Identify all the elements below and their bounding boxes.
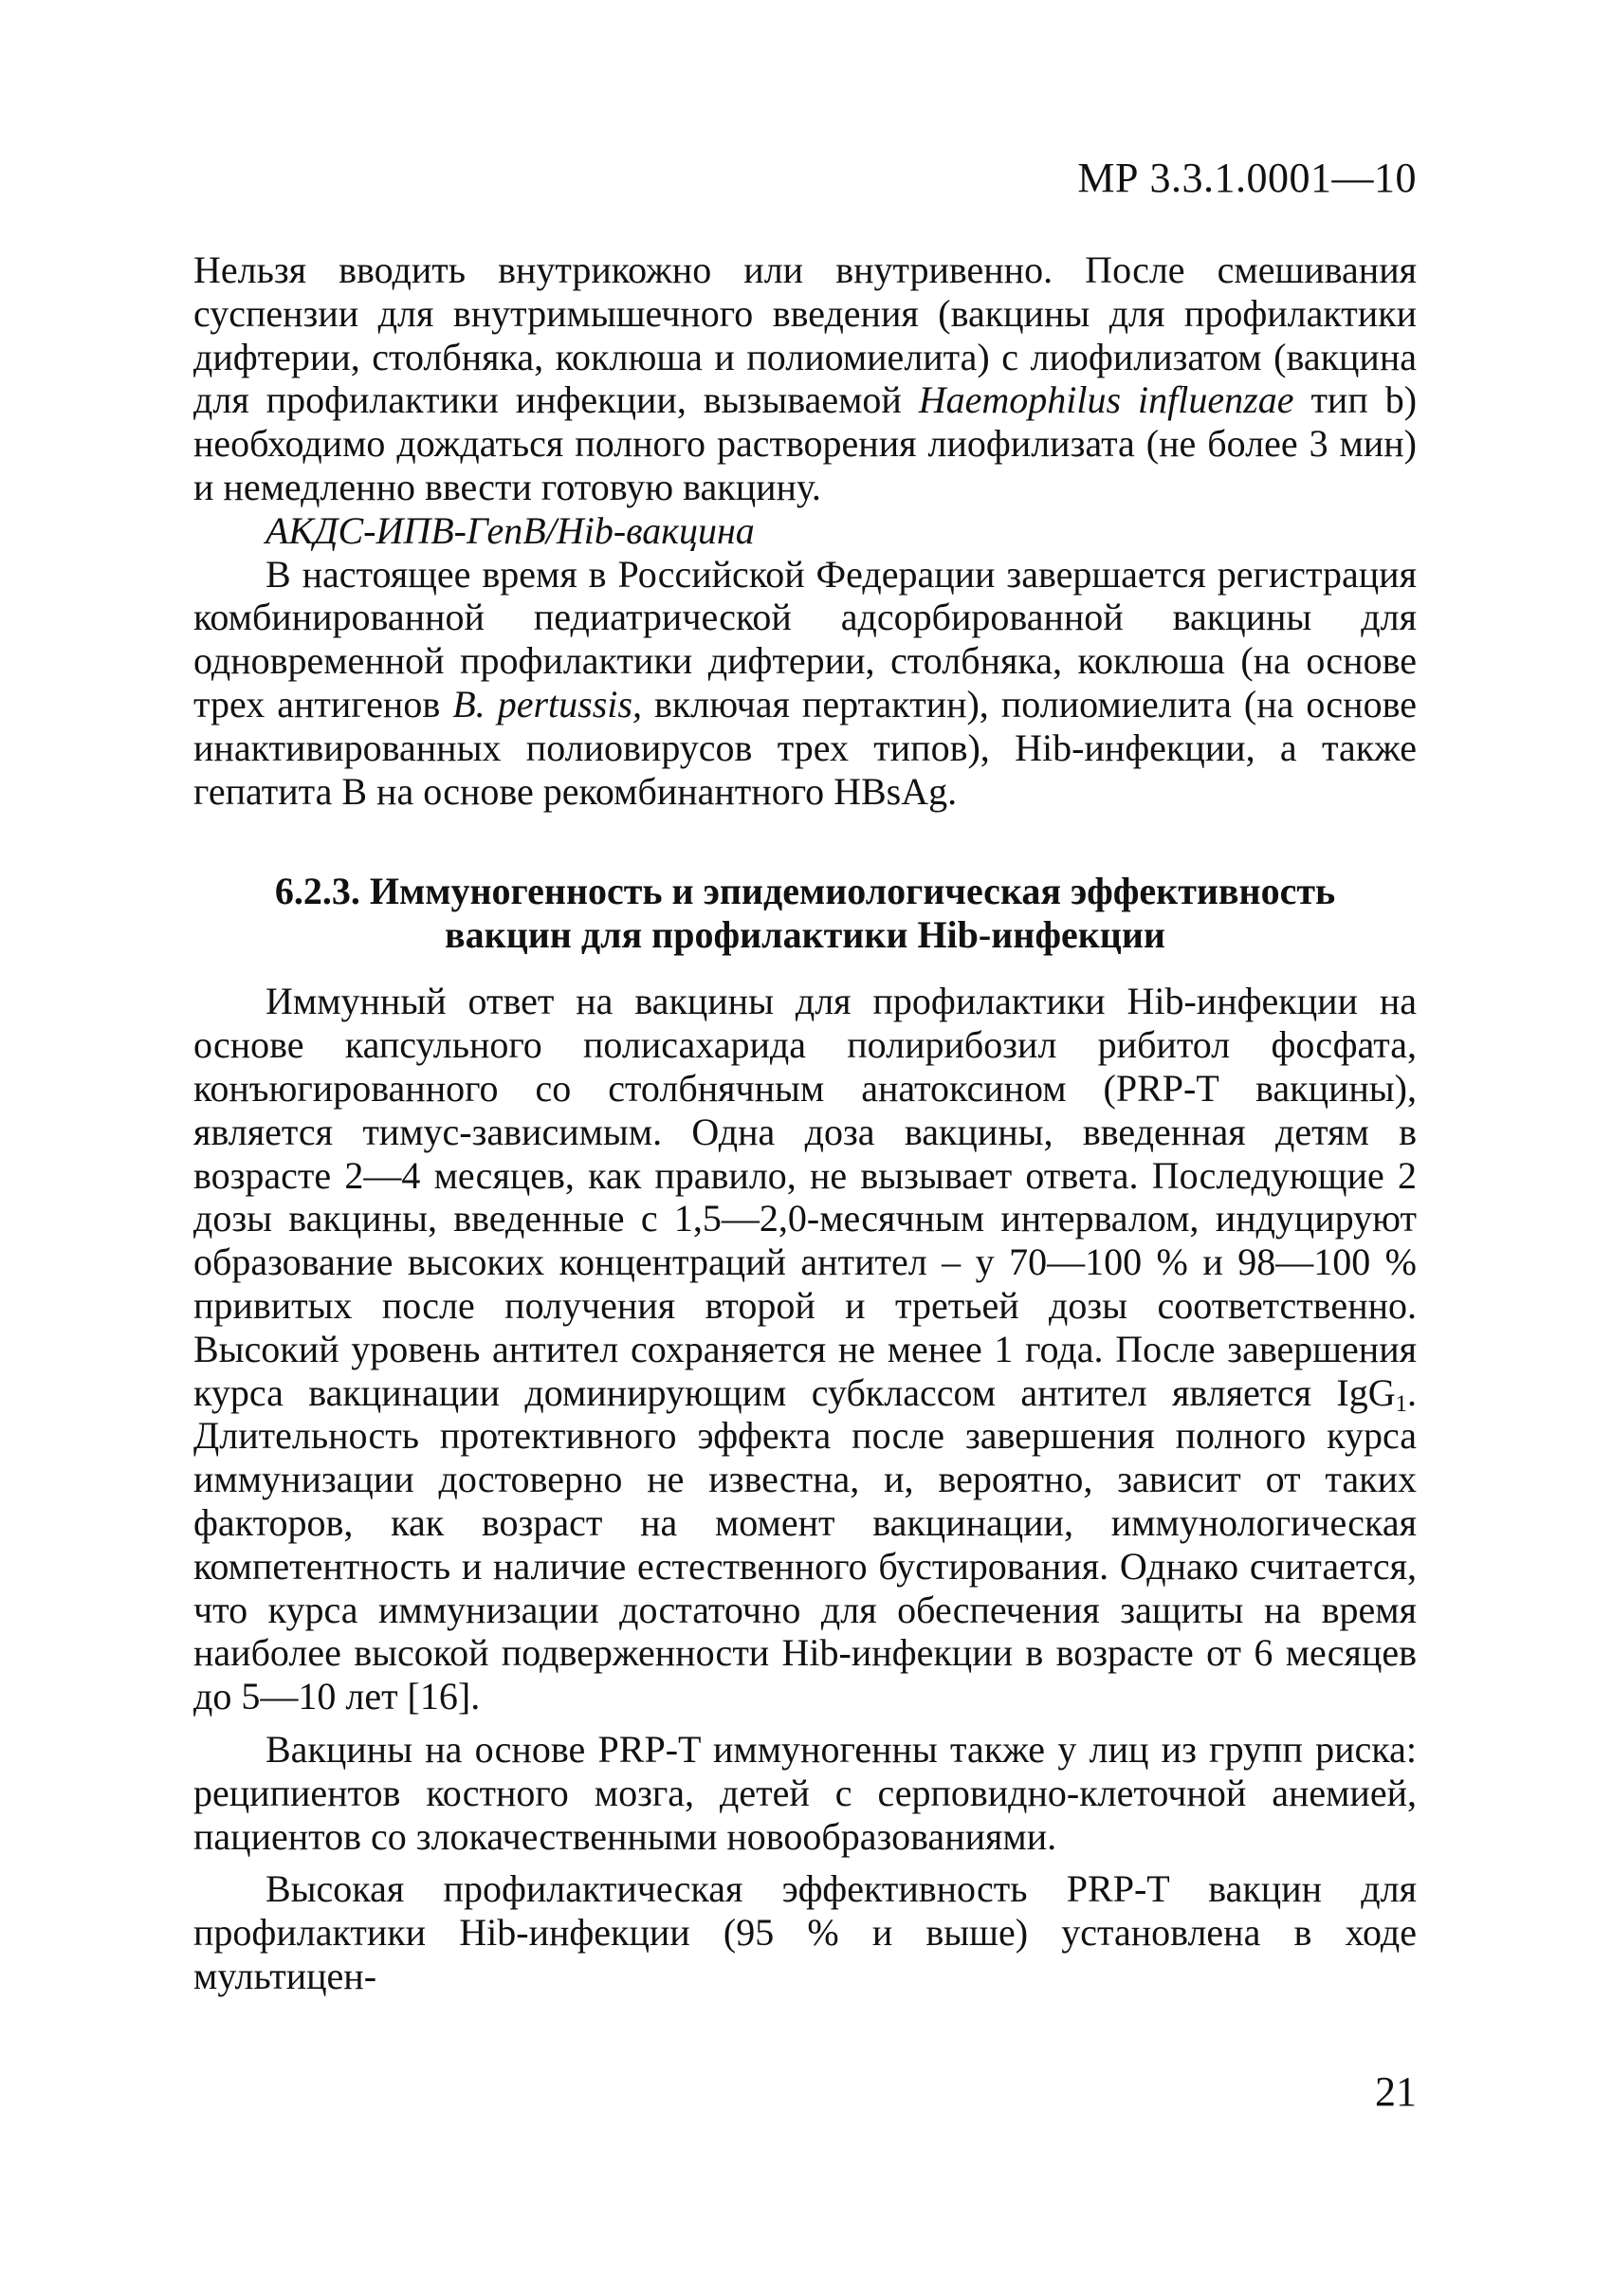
paragraph-text: . Длительность протективного эффекта после завершения полного курса иммунизации достоверно не известна, и, вероятно, зависит от таких факторов, как возраст на момент вакцинации, иммунологическая компетентность и наличие естественного бустирования. Однако считается, что курса иммунизации достаточно для обеспечения защиты на время наиболее высокой подверженности Hib-инфекции в возрасте от 6 месяцев до 5—10 лет [16]. [193,1370,1417,1718]
page-number: 21 [1375,2068,1417,2115]
paragraph-efficacy: Высокая профилактическая эффективность PRP-T вакцин для профилактики Hib-инфекции (95 % и выше) установлена в ходе мультицен- [193,1867,1417,1997]
section-heading-line: вакцин для профилактики Hib-инфекции [445,913,1165,957]
page-body [193,248,1417,1998]
paragraph-text: После смешивания суспензии для внутримышечного введения (вакцины для профилактики дифтерии, столбняка, коклюша и полиомиелита) с лиофилизатом (вакцина для профилактики инфекции, вызываемой [193,248,1417,422]
paragraph-administration [193,248,1417,509]
document-code: МР 3.3.1.0001—10 [1077,155,1417,201]
paragraph-text: Нельзя вводить внутрикожно или внутривенно. [193,248,1053,291]
italic-term: Haemophilus influenzae [918,378,1294,422]
paragraph-immune-response [193,980,1417,1718]
section-heading-line: 6.2.3. Иммуногенность и эпидемиологическая эффективность [274,870,1336,913]
paragraph-text: включая пертактин), полиомиелита (на основе инактивированных полиовирусов трех типов), Hib-инфекции, а также гепатита B на основе рекомбинантного HBsAg. [193,682,1417,813]
italic-term: B. pertussis, [452,682,642,726]
paragraph-text: тип b) необходимо дождаться полного растворения лиофилизата (не более 3 мин) и немедленно ввести готовую вакцину. [193,378,1418,508]
paragraph-registration [193,553,1417,814]
paragraph-text: Иммунный ответ на вакцины для профилактики Hib-инфекции на основе капсульного полисахарида полирибозил рибитол фосфата, конъюгированного со столбнячным анатоксином (PRP-T вакцины), является тимус-зависимым. Одна доза вакцины, введенная детям в возрасте 2—4 месяцев, как правило, не вызывает ответа. Последующие 2 дозы вакцины, введенные с 1,5—2,0-месячным интервалом, индуцируют образование высоких концентраций антител – у 70—100 % и 98—100 % привитых после получения второй и третьей дозы соответственно. Высокий уровень антител сохраняется не менее 1 года. После завершения курса вакцинации доминирующим субклассом антител является IgG [193,980,1417,1414]
paragraph-risk-groups: Вакцины на основе PRP-T иммуногенны также у лиц из групп риска: реципиентов костного мозга, детей с серповидно-клеточной анемией, пациентов со злокачественными новообразованиями. [193,1727,1417,1858]
section-heading [193,870,1417,957]
subheading-vaccine: АКДС-ИПВ-ГепВ/Hib-вакцина [266,508,755,552]
subscript: 1 [1395,1390,1407,1417]
paragraph-text: В настоящее время в Российской Федерации завершается регистрация комбинированной педиатрической адсорбированной вакцины для одновременной профилактики дифтерии, столбняка, коклюша (на основе трех антигенов [193,552,1417,726]
